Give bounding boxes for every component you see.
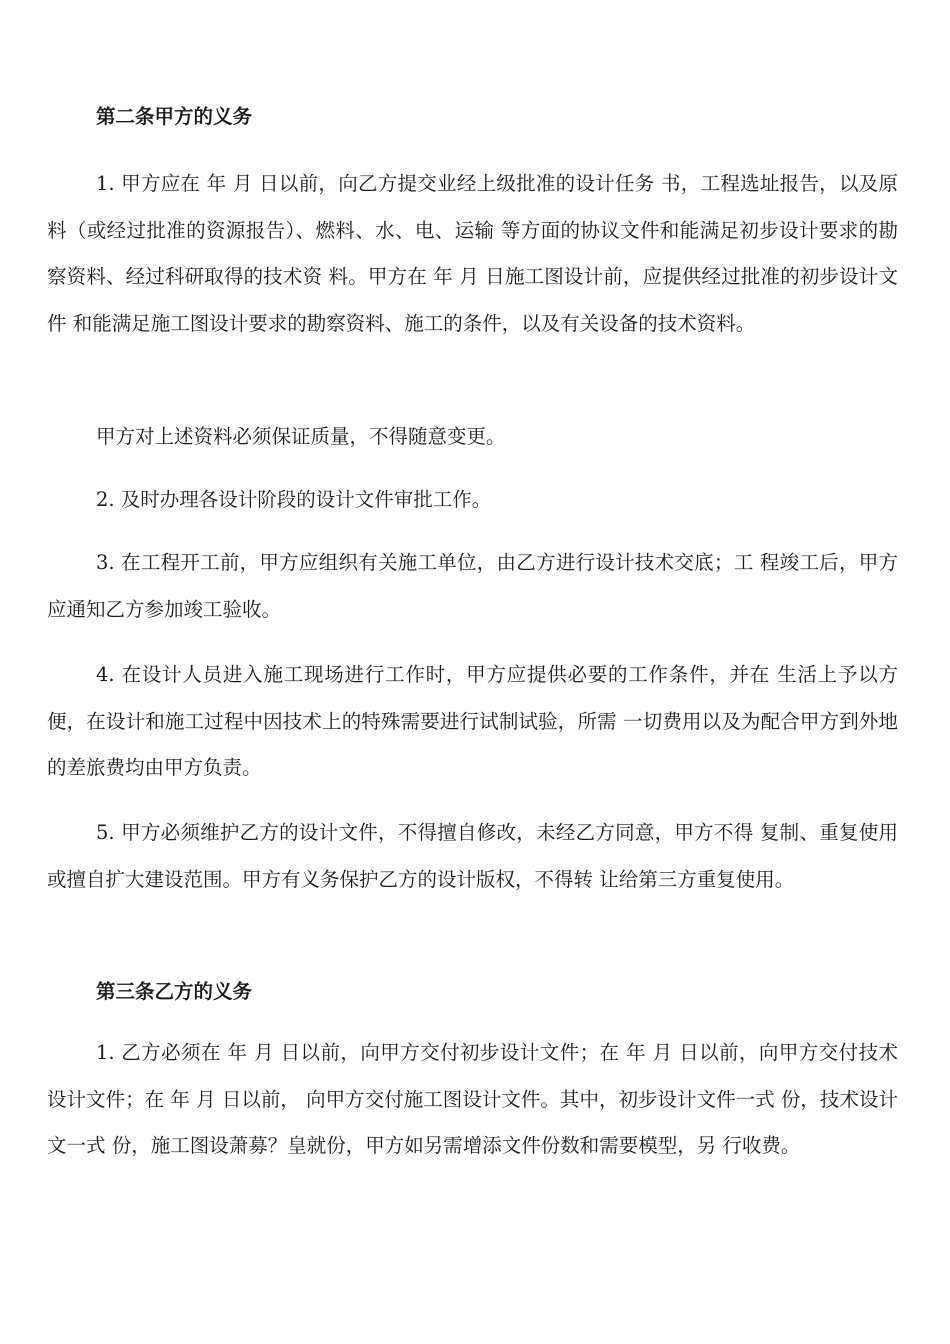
article-3-paragraph-1: 1. 乙方必须在 年 月 日以前，向甲方交付初步设计文件；在 年 月 日以前，向甲方交付技术设计文件；在 年 月 日以前， 向甲方交付施工图设计文件。其中，初步设计文件一式 份，技术设计文一式 份，施工图设萧募？皇就份，甲方如另需增添文件份数和需要模型，另 行收费。	[47, 1041, 898, 1157]
article-2-paragraph-3: 2. 及时办理各设计阶段的设计文件审批工作。	[96, 488, 492, 511]
article-3-heading: 第三条乙方的义务	[96, 980, 253, 1003]
article-2-heading: 第二条甲方的义务	[96, 105, 253, 128]
article-2-paragraph-5: 4. 在设计人员进入施工现场进行工作时，甲方应提供必要的工作条件，并在 生活上予以方便，在设计和施工过程中因技术上的特殊需要进行试制试验，所需 一切费用以及为配合甲方到外地的差旅费均由甲方负责。	[47, 663, 898, 779]
article-2-paragraph-4: 3. 在工程开工前，甲方应组织有关施工单位，由乙方进行设计技术交底；工 程竣工后，甲方应通知乙方参加竣工验收。	[47, 551, 898, 621]
article-2-paragraph-2: 甲方对上述资料必须保证质量，不得随意变更。	[96, 425, 506, 448]
article-2-paragraph-6: 5. 甲方必须维护乙方的设计文件，不得擅自修改，未经乙方同意，甲方不得 复制、重复使用或擅自扩大建设范围。甲方有义务保护乙方的设计版权，不得转 让给第三方重复使用。	[47, 821, 898, 891]
article-2-paragraph-1: 1. 甲方应在 年 月 日以前，向乙方提交业经上级批准的设计任务 书，工程选址报告，以及原料（或经过批准的资源报告）、燃料、水、电、运输 等方面的协议文件和能满足初步设计要求的勘察资料、经过科研取得的技术资 料。甲方在 年 月 日施工图设计前，应提供经过批准的初步设计文件 和能满足施工图设计要求的勘察资料、施工的条件，以及有关设备的技术资料。	[47, 172, 898, 335]
